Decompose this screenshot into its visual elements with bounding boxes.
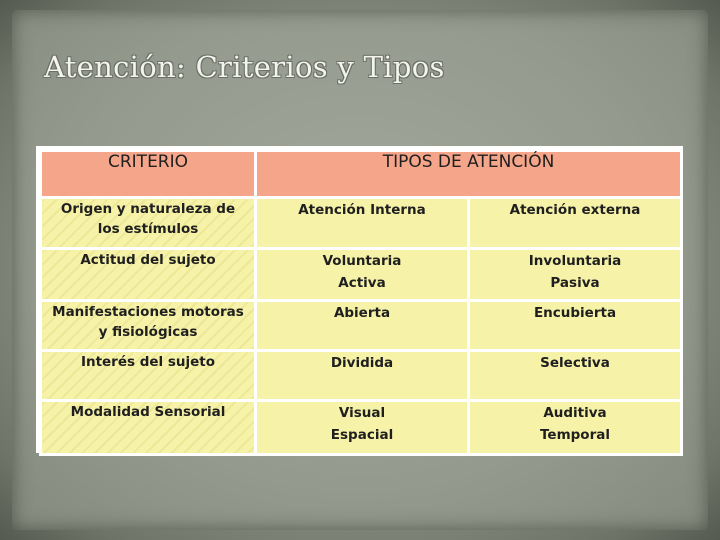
tipo-a-cell — [256, 249, 469, 301]
tipo-b-cell — [469, 198, 682, 249]
criterio-label: Origen y naturaleza de los estímulos — [60, 201, 236, 237]
criterio-label: Modalidad Sensorial — [70, 404, 226, 420]
criterio-label: Actitud del sujeto — [80, 252, 216, 268]
criterio-cell — [41, 401, 256, 455]
table-header-row — [41, 151, 682, 198]
criteria-table-frame — [36, 146, 683, 453]
tipo-label: Involuntaria — [528, 253, 622, 269]
tipo-b-cell — [469, 249, 682, 301]
tipo-label: Voluntaria — [322, 253, 402, 269]
table-row — [41, 198, 682, 249]
criterio-cell — [41, 301, 256, 351]
header-criterio: CRITERIO — [41, 151, 256, 198]
table-row — [41, 249, 682, 301]
tipo-label: Selectiva — [540, 355, 610, 371]
criterio-cell — [41, 351, 256, 401]
tipo-a-cell — [256, 198, 469, 249]
tipo-label: Abierta — [333, 305, 391, 321]
tipo-b-cell — [469, 301, 682, 351]
table-row — [41, 301, 682, 351]
tipo-label: Pasiva — [550, 275, 600, 291]
tipo-b-cell — [469, 351, 682, 401]
tipo-a-cell — [256, 301, 469, 351]
tipo-a-cell — [256, 351, 469, 401]
tipo-label: Auditiva — [543, 405, 607, 421]
table-row — [41, 401, 682, 455]
tipo-label: Temporal — [540, 427, 610, 443]
criterio-cell — [41, 249, 256, 301]
table-row — [41, 351, 682, 401]
header-tipos-atencion: TIPOS DE ATENCIÓN — [256, 151, 682, 198]
tipo-a-cell — [256, 401, 469, 455]
criteria-table — [39, 149, 683, 456]
criterio-cell — [41, 198, 256, 249]
tipo-label: Dividida — [330, 355, 394, 371]
criterio-label: Interés del sujeto — [80, 354, 216, 370]
slide-title: Atención: Criterios y Tipos — [44, 50, 445, 84]
tipo-label: Activa — [338, 275, 386, 291]
criterio-label: Manifestaciones motoras y fisiológicas — [52, 304, 244, 340]
tipo-label: Espacial — [330, 427, 394, 443]
tipo-b-cell — [469, 401, 682, 455]
tipo-label: Atención Interna — [298, 202, 426, 218]
tipo-label: Encubierta — [533, 305, 617, 321]
tipo-label: Atención externa — [509, 202, 641, 218]
tipo-label: Visual — [338, 405, 386, 421]
